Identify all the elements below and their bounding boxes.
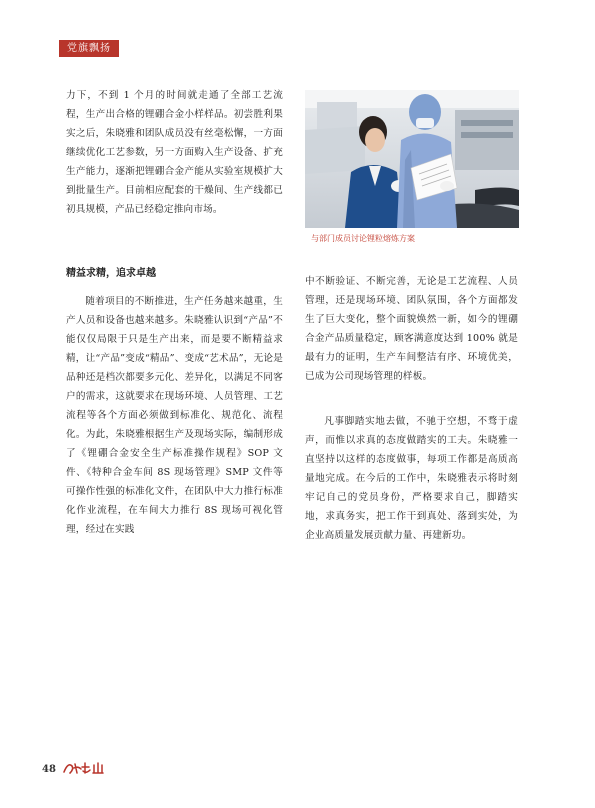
intro-paragraph: 力下，不到 1 个月的时间就走通了全部工艺流程，生产出合格的锂硼合金小样样品。初尝胜利果实之后，朱晓雅和团队成员没有丝毫松懈，一方面继续优化工艺参数，另一方面购入生产设备、扩充生产能力，逐渐把锂硼合金产能从实验室规模扩大到批量生产。目前相应配套的干燥间、生产线都已初具规模，产品已经稳定推向市场。 bbox=[66, 90, 283, 215]
publication-logo bbox=[62, 760, 108, 776]
team-discussion-photo bbox=[305, 90, 519, 228]
body-paragraph-right-1: 中不断验证、不断完善，无论是工艺流程、人员管理，还是现场环境、团队氛围，各个方面都发生了巨大变化，整个面貌焕然一新，如今的锂硼合金产品质量稳定，顾客满意度达到 100% 就是最有力的证明，生产车间整洁有序、环境优美，已成为公司现场管理的样板。 bbox=[305, 276, 518, 382]
section-label: 党旗飘扬 bbox=[59, 40, 119, 57]
page-number: 48 bbox=[42, 764, 56, 775]
body-paragraph-left: 随着项目的不断推进，生产任务越来越重，生产人员和设备也越来越多。朱晓雅认识到“产品”不能仅仅局限于只是生产出来，而是要不断精益求精，让“产品”变成“精品”、变成“艺术品”，无论是品种还是档次都要多元化、差异化，以满足不同客户的需求，这就要求在现场环境、人员管理、工艺流程等各个方面必须做到标准化、规范化、流程化。为此，朱晓雅根据生产及现场实际，编制形成了《锂硼合金安全生产标准操作规程》SOP 文件、《特种合金车间 8S 现场管理》SMP 文件等可操作性强的标准化文件，在团队中大力推行标准化作业流程，在车间大力推行 8S 现场可视化管理，经过在实践 bbox=[66, 296, 283, 535]
photo-caption: 与部门成员讨论锂粒熔炼方案 bbox=[311, 234, 415, 243]
section-heading: 精益求精，追求卓越 bbox=[66, 268, 156, 279]
body-paragraph-right-2: 凡事脚踏实地去做，不驰于空想，不骛于虚声，而惟以求真的态度做踏实的工夫。朱晓雅一直坚持以这样的态度做事，每项工作都是高质高量地完成。在今后的工作中，朱晓雅表示将时刻牢记自己的党员身份，严格要求自己，脚踏实地，求真务实，把工作干到真处、落到实处，为企业高质量发展贡献力量、再建新功。 bbox=[305, 416, 518, 541]
